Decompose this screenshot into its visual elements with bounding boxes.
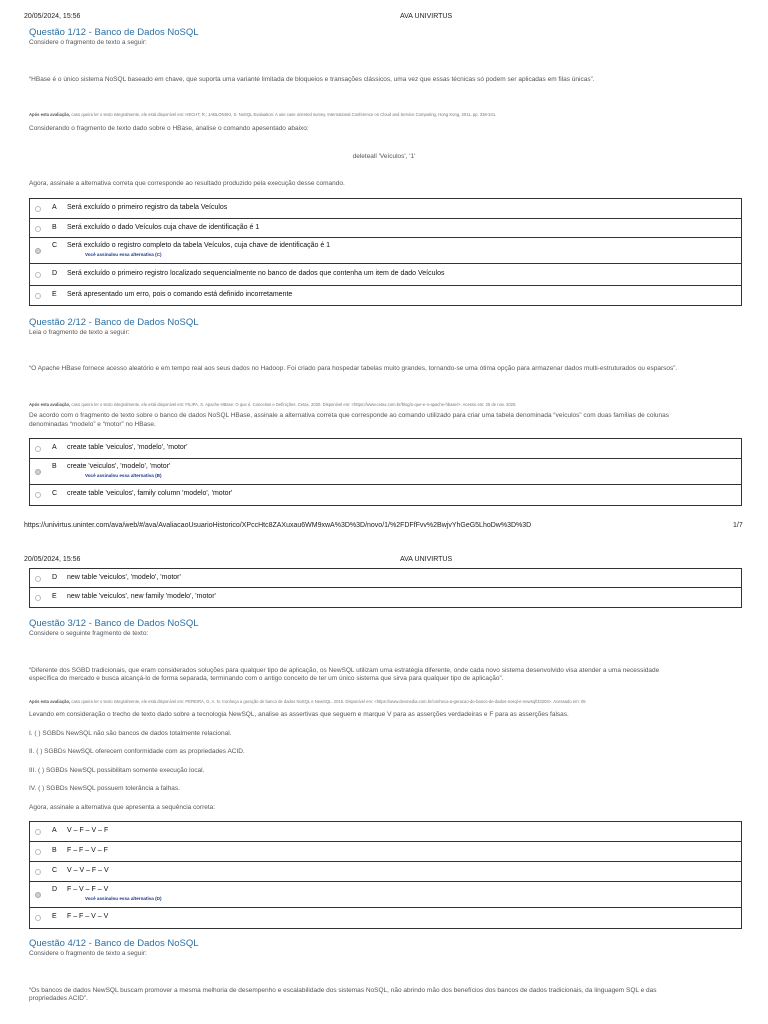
question-1-command: deleteall 'Veículos', '1' <box>352 153 416 160</box>
option-row[interactable] <box>30 842 741 862</box>
question-3-statement: IV. ( ) SGBDs NewSQL possuem tolerância a falhas. <box>29 785 180 792</box>
option-letter: D <box>52 574 58 581</box>
option-letter: B <box>52 847 57 854</box>
question-3-prompt: Levando em consideração o trecho de texto dado sobre a tecnologia NewSQL, analise as assertivas que seguem e marque V para as asserções verdadeiras e F para as asserções falsas. <box>29 711 569 718</box>
print-site-name: AVA UNIVIRTUS <box>400 556 453 563</box>
selected-answer-note: Você assinalou essa alternativa (C) <box>85 252 162 257</box>
question-2-options-continued <box>29 568 742 608</box>
option-letter: B <box>52 224 57 231</box>
option-letter: A <box>52 444 57 451</box>
question-2-question-line-2: denominadas “modelo” e “motor” no HBase. <box>29 421 156 428</box>
option-row[interactable] <box>30 908 741 928</box>
option-text: Será excluído o primeiro registro localizado sequencialmente no banco de dados que contenha um item de dado Veículos <box>67 270 445 277</box>
question-1-reference-text: caso queira ler o texto integralmente, ele está disponível em: HECHT, R.; JABLONSKI, S. NoSQL Evaluation: A use case oriented survey. International Conference on Cloud and Service Computing, Hong Kong, 2011, pp. 336-341. <box>70 112 497 117</box>
option-row[interactable] <box>30 569 741 588</box>
option-row[interactable] <box>30 485 741 505</box>
option-text: create 'veiculos', 'modelo', 'motor' <box>67 463 171 470</box>
option-row[interactable] <box>30 588 741 607</box>
question-3-intro: Considere o seguinte fragmento de texto: <box>29 630 149 637</box>
option-letter: B <box>52 463 57 470</box>
question-2-reference-text: caso queira ler o texto integralmente, ele está disponível em: FILIPA, S. Apache HBase: O que é, Conceitos e Definições. Cetax, 2020. Disponível em: <https://www.cetax.com.br/blog/o-que-e-o-apache-hbase/>. Acesso em: 25 de nov. 2020. <box>70 402 517 407</box>
question-1-question: Agora, assinale a alternativa correta que corresponde ao resultado produzido pela execução desse comando. <box>29 180 345 187</box>
radio-button[interactable] <box>35 293 41 299</box>
radio-button[interactable] <box>35 576 41 582</box>
option-text: Será excluído o dado Veículos cuja chave de identificação é 1 <box>67 224 260 231</box>
option-letter: E <box>52 291 57 298</box>
option-text: new table 'veiculos', 'modelo', 'motor' <box>67 574 181 581</box>
option-text: Será excluído o registro completo da tabela Veículos, cuja chave de identificação é 1 <box>67 242 331 249</box>
question-3-question: Agora, assinale a alternativa que apresenta a sequência correta: <box>29 804 216 811</box>
option-text: create table 'veiculos', 'modelo', 'motor' <box>67 444 188 451</box>
question-4-quote-line-2: propriedades ACID”. <box>29 995 88 1002</box>
option-text: F – F – V – V <box>67 913 109 920</box>
option-row-selected[interactable] <box>30 882 741 908</box>
radio-button-selected[interactable] <box>35 469 41 475</box>
option-row-selected[interactable] <box>30 459 741 485</box>
option-text: Será excluído o primeiro registro da tabela Veículos <box>67 204 228 211</box>
radio-button[interactable] <box>35 206 41 212</box>
print-page-number: 1/7 <box>733 522 743 529</box>
question-4-title: Questão 4/12 - Banco de Dados NoSQL <box>29 938 199 949</box>
question-1-intro: Considere o fragmento de texto a seguir: <box>29 39 147 46</box>
option-text: V – V – F – V <box>67 867 109 874</box>
question-3-quote-line-2: específica do mercado e busca alcançá-lo de forma separada, terminando com o antigo conceito de ter um único sistema que sirva para qualquer tipo de aplicação”. <box>29 675 504 682</box>
question-3-reference <box>29 699 742 704</box>
radio-button[interactable] <box>35 915 41 921</box>
question-4-intro: Considere o fragmento de texto a seguir: <box>29 950 147 957</box>
print-site-name: AVA UNIVIRTUS <box>400 13 453 20</box>
print-date: 20/05/2024, 15:56 <box>24 556 81 563</box>
question-2-intro: Leia o fragmento de texto a seguir: <box>29 329 130 336</box>
option-letter: A <box>52 827 57 834</box>
option-text: create table 'veiculos', family column 'modelo', 'motor' <box>67 490 233 497</box>
radio-button[interactable] <box>35 829 41 835</box>
option-letter: E <box>52 913 57 920</box>
radio-button[interactable] <box>35 272 41 278</box>
question-2-title: Questão 2/12 - Banco de Dados NoSQL <box>29 317 199 328</box>
question-2-options <box>29 438 742 506</box>
radio-button[interactable] <box>35 226 41 232</box>
radio-button[interactable] <box>35 869 41 875</box>
question-2-quote: “O Apache HBase fornece acesso aleatório e em tempo real aos seus dados no Hadoop. Foi criado para hospedar tabelas muito grandes, tornando-se uma ótima opção para armazenar dados multi-estruturados ou esparsos”. <box>29 365 678 372</box>
question-3-statement: II. ( ) SGBDs NewSQL oferecem conformidade com as propriedades ACID. <box>29 748 245 755</box>
option-row[interactable] <box>30 822 741 842</box>
option-row[interactable] <box>30 286 741 305</box>
question-1-title: Questão 1/12 - Banco de Dados NoSQL <box>29 27 199 38</box>
question-3-options <box>29 821 742 929</box>
option-text: Será apresentado um erro, pois o comando está definido incorretamente <box>67 291 293 298</box>
radio-button[interactable] <box>35 492 41 498</box>
print-footer-url: https://univirtus.uninter.com/ava/web/#/ava/AvaliacaoUsuarioHistorico/XPccHtc8ZAXuxau6WM9xwA%3D%3D/novo/1/%2FDFfFvv%2BwjvYhGeG5LhoDw%3D%3D <box>24 522 532 529</box>
question-1-reference-bold: Após esta avaliação, <box>29 112 71 117</box>
option-text: F – F – V – F <box>67 847 108 854</box>
option-text: F – V – F – V <box>67 886 109 893</box>
radio-button-selected[interactable] <box>35 248 41 254</box>
option-letter: D <box>52 886 58 893</box>
option-row[interactable] <box>30 439 741 459</box>
option-text: V – F – V – F <box>67 827 109 834</box>
question-2-question-line-1: De acordo com o fragmento de texto sobre o banco de dados NoSQL HBase, assinale a alternativa correta que corresponde ao comando utilizado para criar uma tabela denominada “veículos” com duas famílias de colunas <box>29 412 670 419</box>
radio-button[interactable] <box>35 849 41 855</box>
question-3-statement: III. ( ) SGBDs NewSQL possibilitam somente execução local. <box>29 767 205 774</box>
option-row-selected[interactable] <box>30 238 741 264</box>
option-row[interactable] <box>30 862 741 882</box>
option-letter: D <box>52 270 58 277</box>
print-date: 20/05/2024, 15:56 <box>24 13 81 20</box>
radio-button[interactable] <box>35 595 41 601</box>
selected-answer-note: Você assinalou essa alternativa (D) <box>85 896 162 901</box>
option-row[interactable] <box>30 199 741 219</box>
question-3-statement: I. ( ) SGBDs NewSQL não são bancos de dados totalmente relacional. <box>29 730 232 737</box>
question-1-quote: “HBase é o único sistema NoSQL baseado em chave, que suporta uma variante limitada de bloqueios e transações clássicos, uma vez que essas técnicas só podem ser aplicadas em filas únicas”. <box>29 76 595 83</box>
radio-button[interactable] <box>35 446 41 452</box>
option-letter: C <box>52 490 58 497</box>
option-letter: A <box>52 204 57 211</box>
option-row[interactable] <box>30 264 741 286</box>
option-letter: E <box>52 593 57 600</box>
option-letter: C <box>52 242 58 249</box>
question-2-reference-bold: Após esta avaliação, <box>29 402 71 407</box>
question-1-options <box>29 198 742 306</box>
question-4-quote-line-1: “Os bancos de dados NewSQL buscam promover a mesma melhoria de desempenho e escalabilidade dos sistemas NoSQL, não abrindo mão dos benefícios dos bancos de dados tradicionais, da linguagem SQL e das <box>29 987 657 994</box>
question-3-reference-bold: Após esta avaliação, <box>29 699 71 704</box>
option-row[interactable] <box>30 219 741 238</box>
question-2-reference <box>29 402 517 407</box>
question-1-prompt: Considerando o fragmento de texto dado sobre o HBase, analise o comando apesentado abaixo: <box>29 125 309 132</box>
option-letter: C <box>52 867 58 874</box>
question-3-title: Questão 3/12 - Banco de Dados NoSQL <box>29 618 199 629</box>
question-1-reference <box>29 112 496 117</box>
question-3-reference-text: caso queira ler o texto integralmente, ele está disponível em: PEREIRA, G. A. N. Conheça a geração de banco de dados NoSQL e NewSQL. 2015. Disponível em: <https://www.devmedia.com.br/conheca-a-geracao-de-banco-de-dados-nosql-e-newsql/33203>. Acessado em: 05 <box>70 699 586 704</box>
option-text: new table 'veiculos', new family 'modelo', 'motor' <box>67 593 216 600</box>
question-3-quote-line-1: “Diferente dos SGBD tradicionais, que eram considerados soluções para qualquer tipo de aplicação, os NewSQL utilizam uma estratégia diferente, onde cada novo sistema desenvolvido visa atender a uma necessidade <box>29 667 660 674</box>
selected-answer-note: Você assinalou essa alternativa (B) <box>85 473 162 478</box>
radio-button-selected[interactable] <box>35 892 41 898</box>
